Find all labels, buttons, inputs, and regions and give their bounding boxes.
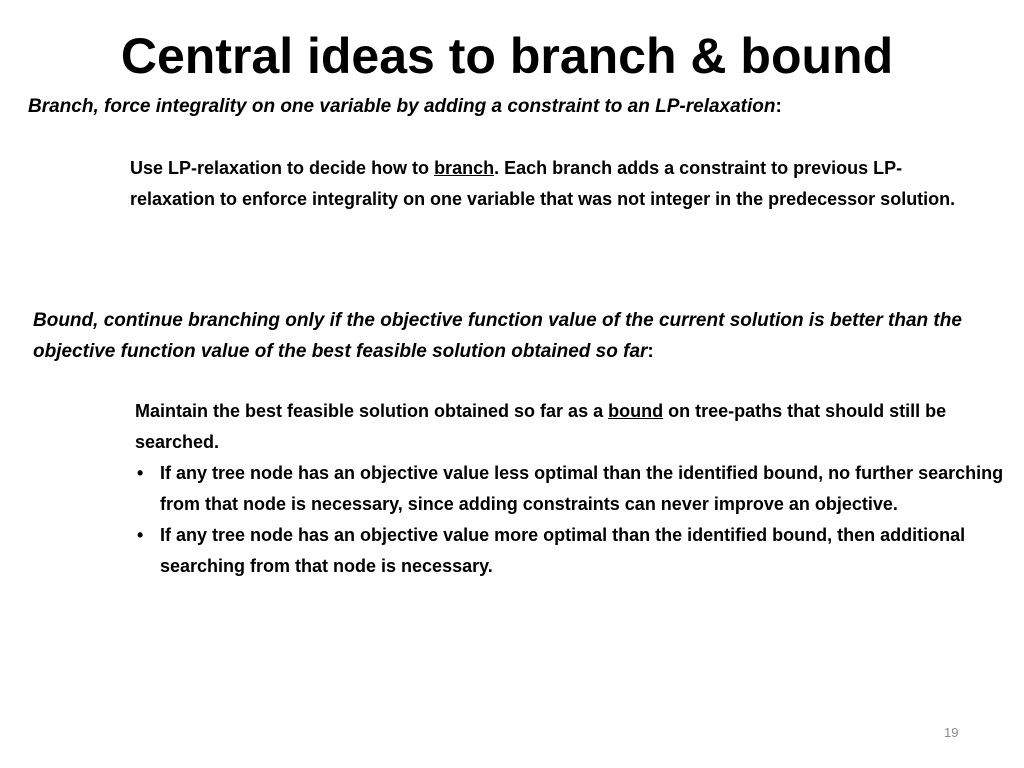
bound-description-start: Maintain the best feasible solution obtained so far as a — [135, 401, 609, 421]
bound-heading — [33, 305, 1013, 367]
bullet-text: If any tree node has an objective value less optimal than the identified bound, no further searching from that node is necessary, since adding constraints can never improve an objective. — [160, 463, 1004, 514]
branch-heading — [28, 91, 1018, 122]
branch-underlined-term: branch — [434, 158, 495, 178]
bound-underlined-term: bound — [608, 401, 664, 421]
page-number: 19 — [944, 725, 959, 740]
bound-description-end: on tree-paths that should still be searched. — [135, 401, 947, 452]
branch-heading-colon: : — [775, 96, 782, 117]
branch-heading-text: Branch, force integrality on one variable by adding a constraint to an LP-relaxation — [28, 96, 776, 117]
bullet-icon: • — [137, 463, 144, 483]
bullet-text: If any tree node has an objective value more optimal than the identified bound, then additional searching from that node is necessary. — [160, 525, 966, 576]
bullet-more-optimal — [135, 520, 1005, 582]
bound-heading-text: Bound, continue branching only if the objective function value of the current solution is better than the objective function value of the best feasible solution obtained so far — [33, 310, 962, 362]
branch-description-start: Use LP-relaxation to decide how to — [130, 158, 435, 178]
bullet-icon: • — [137, 525, 144, 545]
slide-title: Central ideas to branch & bound — [120, 28, 894, 84]
bound-heading-colon: : — [647, 341, 654, 362]
bullet-less-optimal — [135, 458, 1005, 520]
branch-description — [130, 153, 970, 215]
branch-description-end: . Each branch adds a constraint to previous LP-relaxation to enforce integrality on one variable that was not integer in the predecessor solution. — [130, 158, 956, 209]
bound-bullet-list — [135, 458, 1005, 582]
bound-description — [135, 396, 1005, 458]
